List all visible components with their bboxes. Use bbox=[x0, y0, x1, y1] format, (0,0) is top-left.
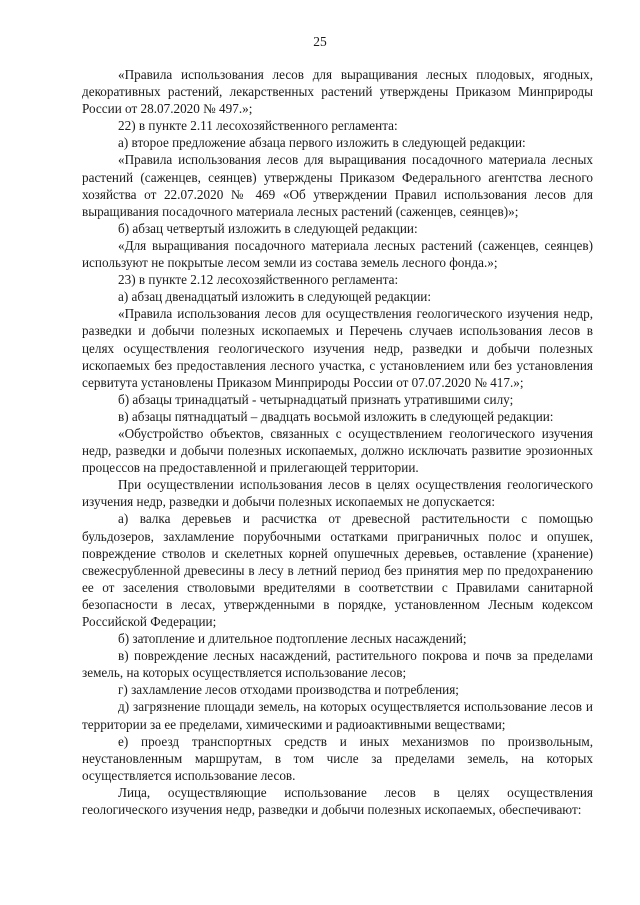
document-body bbox=[82, 66, 593, 818]
page-number: 25 bbox=[313, 34, 327, 49]
paragraph-quote-rules-seedlings: «Правила использования лесов для выращивания посадочного материала лесных растений (саженцев, сеянцев) утверждены Приказом Федерального агентства лесного хозяйства от 22.07.2020 № 469 «Об утверждении Правил использования лесов для выращивания посадочного материала лесных растений (саженцев, сеянцев)»; bbox=[82, 152, 593, 219]
paragraph-list-b: б) затопление и длительное подтопление лесных насаждений; bbox=[118, 631, 467, 647]
paragraph-list-d: д) загрязнение площади земель, на которых осуществляется использование лесов и территории за ее пределами, химическими и радиоактивными веществами; bbox=[82, 699, 593, 732]
paragraph-23v: в) абзацы пятнадцатый – двадцать восьмой изложить в следующей редакции: bbox=[118, 408, 554, 424]
paragraph-list-a: а) валка деревьев и расчистка от древесной растительности с помощью бульдозеров, захламление порубочными остатками приграничных полос и опушек, повреждение стволов и скелетных корней опушечных деревьев, оставление (хранение) свежесрубленной древесины в лесу в летний период без принятия мер по предохранению ее от заселения стволовыми вредителями в соответствии с Правилами санитарной безопасности в лесах, утвержденными в порядке, установленном Лесным кодексом Российской Федерации; bbox=[82, 511, 593, 629]
paragraph-list-e: е) проезд транспортных средств и иных механизмов по произвольным, неустановленным маршрутам, в том числе за пределами земель, на которых осуществляется использование лесов. bbox=[82, 733, 593, 783]
paragraph-23a: а) абзац двенадцатый изложить в следующей редакции: bbox=[118, 289, 431, 305]
paragraph-item-23: 23) в пункте 2.12 лесохозяйственного регламента: bbox=[118, 272, 399, 288]
paragraph-item-22: 22) в пункте 2.11 лесохозяйственного регламента: bbox=[118, 118, 398, 134]
paragraph-22a: а) второе предложение абзаца первого изложить в следующей редакции: bbox=[118, 135, 526, 151]
paragraph-quote-geology-rules: «Правила использования лесов для осуществления геологического изучения недр, разведки и добычи полезных ископаемых и Перечень случаев использования лесов в целях осуществления геологического изучения недр, разведки и добычи полезных ископаемых без предоставления лесного участка, с установлением или без установления сервитута установлены Приказом Минприроды России от 07.07.2020 № 417.»; bbox=[82, 306, 593, 390]
paragraph-persons-provide: Лица, осуществляющие использование лесов в целях осуществления геологического изучения недр, разведки и добычи полезных ископаемых, обеспечивают: bbox=[82, 784, 593, 818]
paragraph-22b: б) абзац четвертый изложить в следующей редакции: bbox=[118, 220, 418, 236]
paragraph-quote-rules-fruit-plants: «Правила использования лесов для выращивания лесных плодовых, ягодных, декоративных растений, лекарственных растений утверждены Приказом Минприроды России от 28.07.2020 № 497.»; bbox=[82, 67, 593, 117]
paragraph-list-v: в) повреждение лесных насаждений, растительного покрова и почв за пределами земель, на которых осуществляется использование лесов; bbox=[82, 648, 593, 681]
paragraph-quote-objects-arrangement: «Обустройство объектов, связанных с осуществлением геологического изучения недр, разведки и добычи полезных ископаемых, должно исключать развитие эрозионных процессов на предоставленной и прилегающей территории. bbox=[82, 425, 593, 476]
paragraph-quote-seedling-lands: «Для выращивания посадочного материала лесных растений (саженцев, сеянцев) используют не покрытые лесом земли из состава земель лесного фонда.»; bbox=[82, 237, 593, 271]
paragraph-23b: б) абзацы тринадцатый - четырнадцатый признать утратившими силу; bbox=[118, 391, 514, 407]
paragraph-not-allowed-intro: При осуществлении использования лесов в целях осуществления геологического изучения недр, разведки и добычи полезных ископаемых не допускается: bbox=[82, 477, 593, 510]
paragraph-list-g: г) захламление лесов отходами производства и потребления; bbox=[118, 682, 459, 698]
